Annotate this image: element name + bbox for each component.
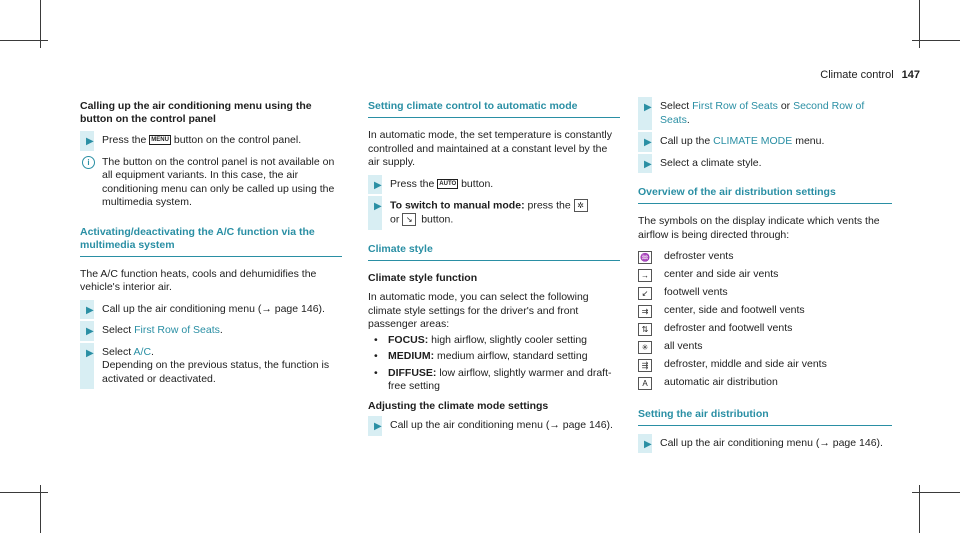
defroster-footwell-vents-icon: ⇅ [638,323,652,336]
defroster-middle-side-vents-icon: ⇶ [638,359,652,372]
symbol-row: → center and side air vents [638,268,892,282]
note: i The button on the control panel is not available on all equipment variants. In this case, the air conditioning menu can only be called up using the multimedia system. [80,156,342,210]
step-arrow-icon: ▶ [86,347,94,359]
paragraph: In automatic mode, you can select the following climate style settings for the driver's and front passenger areas: [368,291,589,331]
step: ▶ Call up the air conditioning menu (→ page 146). [368,419,620,433]
menu-item-first-row: First Row of Seats [692,100,778,112]
heading-climate-style: Climate style [368,242,433,255]
info-icon: i [82,156,95,169]
step: ▶ Select First Row of Seats. [80,324,342,338]
defroster-vents-icon: ♒ [638,251,652,264]
symbol-row: ⇉ center, side and footwell vents [638,304,892,318]
auto-button-icon: AUTO [439,180,457,187]
paragraph: The A/C function heats, cools and dehumidifies the vehicle's interior air. [80,267,317,293]
step-arrow-icon: ▶ [644,158,652,170]
step-arrow-icon: ▶ [374,201,382,212]
step-arrow-icon: ▶ [86,136,94,147]
menu-item-first-row: First Row of Seats [134,324,220,336]
symbol-row: ✳ all vents [638,340,892,354]
symbol-row: ↙ footwell vents [638,286,892,300]
paragraph: In automatic mode, the set temperature is constantly controlled and maintained at a constant level by the air supply. [368,129,612,168]
step-arrow-icon: ▶ [86,304,94,316]
crop-mark [912,40,960,41]
paragraph: The symbols on the display indicate which vents the airflow is being directed through: [638,215,880,241]
step: ▶ Press the MENU button on the control panel. [80,134,342,148]
symbol-row: A automatic air distribution [638,376,892,390]
menu-item-second-row: Second Row of Seats [660,100,865,126]
subheading: Climate style function [368,271,478,284]
list-item: • FOCUS: high airflow, slightly cooler setting [374,334,620,348]
page-header [820,69,920,83]
step-arrow-icon: ▶ [374,421,382,433]
center-side-footwell-vents-icon: ⇉ [638,305,652,318]
crop-mark [0,492,48,493]
step: ▶ Call up the CLIMATE MODE menu. [638,135,892,149]
list-item: • DIFFUSE: low airflow, slightly warmer and draft-free setting [374,367,620,394]
step: ▶ Select First Row of Seats or Second Row of Seats. [638,100,892,127]
step-arrow-icon: ▶ [644,137,652,148]
subheading: Adjusting the climate mode settings [368,399,549,412]
step: ▶ To switch to manual mode: press the ✲ or ↘ button. [368,199,620,227]
column-middle [368,100,620,441]
climate-style-list [368,334,620,394]
list-item: • MEDIUM: medium airflow, standard setting [374,350,620,364]
fan-icon: ✲ [574,199,588,212]
crop-mark [912,492,960,493]
heading-setting-air-distribution: Setting the air distribution [638,407,769,420]
automatic-distribution-icon: A [638,377,652,390]
step: ▶ Call up the air conditioning menu (→ page 146). [638,437,892,451]
step: ▶ Select a climate style. [638,157,892,171]
heading-automatic-mode: Setting climate control to automatic mode [368,100,578,112]
menu-item-ac: A/C [133,345,152,358]
symbol-row: ♒ defroster vents [638,250,892,264]
heading-menu-button: Calling up the air conditioning menu using the button on the control panel [80,100,312,125]
all-vents-icon: ✳ [638,341,652,354]
step: ▶ Select A/C. Depending on the previous status, the function is activated or deactivated. [80,346,342,387]
menu-item-climate-mode: CLIMATE MODE [713,135,793,147]
menu-button-icon: MENU [151,137,169,144]
step-arrow-icon: ▶ [374,179,382,191]
symbol-row: ⇶ defroster, middle and side air vents [638,358,892,372]
heading-ac-function: Activating/deactivating the A/C function via the multimedia system [80,225,315,251]
center-side-vents-icon: → [638,269,652,282]
step-arrow-icon: ▶ [644,438,652,450]
step: ▶ Call up the air conditioning menu (→ page 146). [80,303,342,317]
column-left [80,100,342,394]
step: ▶ Press the AUTO button. [368,178,620,192]
column-right [638,100,892,458]
airflow-icon: ↘ [402,213,416,226]
page-number: 147 [901,69,920,81]
heading-air-distribution-overview: Overview of the air distribution settings [638,186,836,198]
footwell-vents-icon: ↙ [638,287,652,300]
crop-mark [0,40,48,41]
symbol-row: ⇅ defroster and footwell vents [638,322,892,336]
step-arrow-icon: ▶ [644,102,652,113]
step-arrow-icon: ▶ [86,326,94,337]
section-title: Climate control [820,69,894,81]
